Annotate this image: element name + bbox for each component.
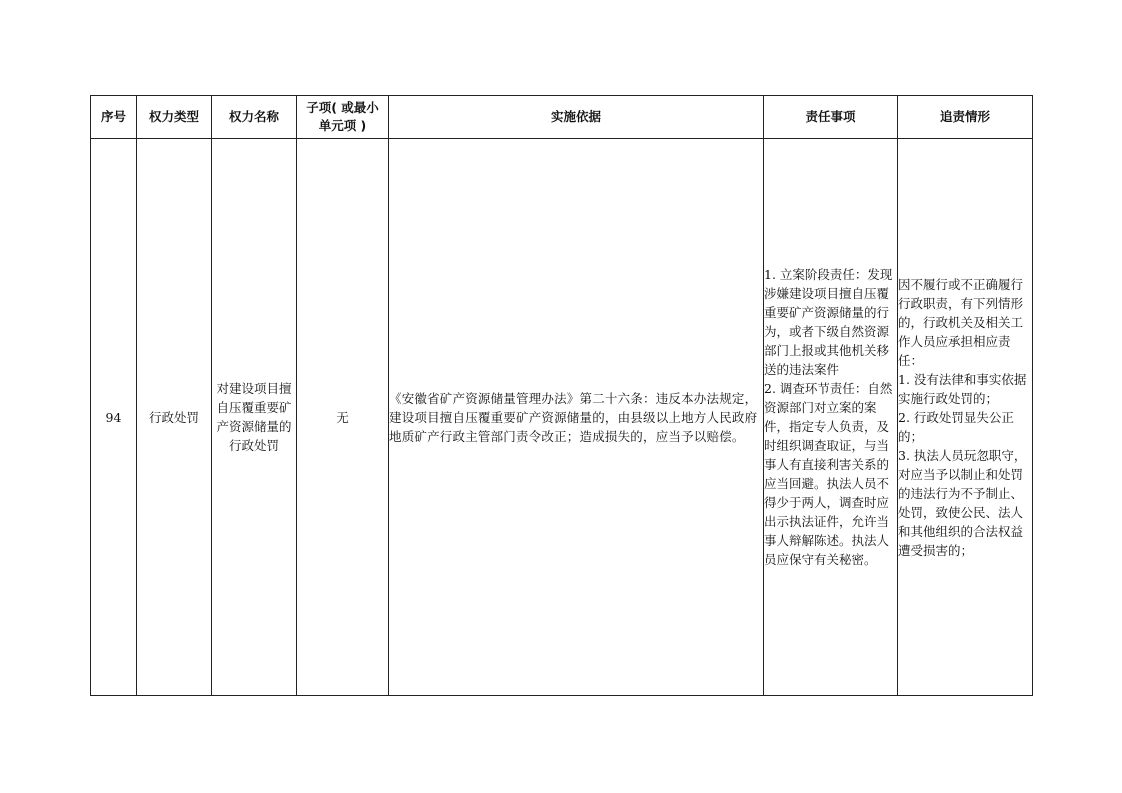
cell-subitem: 无 <box>297 139 389 696</box>
cell-power-type: 行政处罚 <box>137 139 212 696</box>
header-power-name: 权力名称 <box>212 96 297 139</box>
accountability-text: 因不履行或不正确履行行政职责，有下列情形的，行政机关及相关工作人员应承担相应责任： 1. 没有法律和事实依据实施行政处罚的； 2. 行政处罚显失公正的； 3. 执法人员玩忽职守，对应当予以制止和处罚的违法行为不予制止、处罚，致使公民、法人和其他组织的合法权益遭受损害的； <box>898 276 1027 558</box>
header-seq: 序号 <box>91 96 137 139</box>
power-list-table <box>90 95 1033 696</box>
power-name-text: 对建设项目擅自压覆重要矿产资源储量的行政处罚 <box>216 381 292 453</box>
header-subitem <box>297 96 389 139</box>
table-row <box>91 139 1033 696</box>
cell-seq: 94 <box>91 139 137 696</box>
header-subitem-text: 子项( 或最小单元项 ) <box>306 100 379 133</box>
header-basis: 实施依据 <box>389 96 764 139</box>
cell-basis <box>389 139 764 696</box>
cell-accountability <box>898 139 1033 696</box>
responsibility-text: 1. 立案阶段责任：发现涉嫌建设项目擅自压覆重要矿产资源储量的行为，或者下级自然资源部门上报或其他机关移送的违法案件 2. 调查环节责任：自然资源部门对立案的案件，指定专人负责，及时组织调查取证，与当事人有直接利害关系的应当回避。执法人员不得少于两人，调查时应出示执法证件，允许当事人辩解陈述。执法人员应保守有关秘密。 <box>764 267 893 567</box>
table-header-row <box>91 96 1033 139</box>
header-accountability: 追责情形 <box>898 96 1033 139</box>
header-responsibility: 责任事项 <box>764 96 898 139</box>
header-power-type: 权力类型 <box>137 96 212 139</box>
cell-power-name <box>212 139 297 696</box>
cell-responsibility <box>764 139 898 696</box>
basis-text: 《安徽省矿产资源储量管理办法》第二十六条：违反本办法规定，建设项目擅自压覆重要矿产资源储量的，由县级以上地方人民政府地质矿产行政主管部门责令改正；造成损失的，应当予以赔偿。 <box>389 390 758 444</box>
